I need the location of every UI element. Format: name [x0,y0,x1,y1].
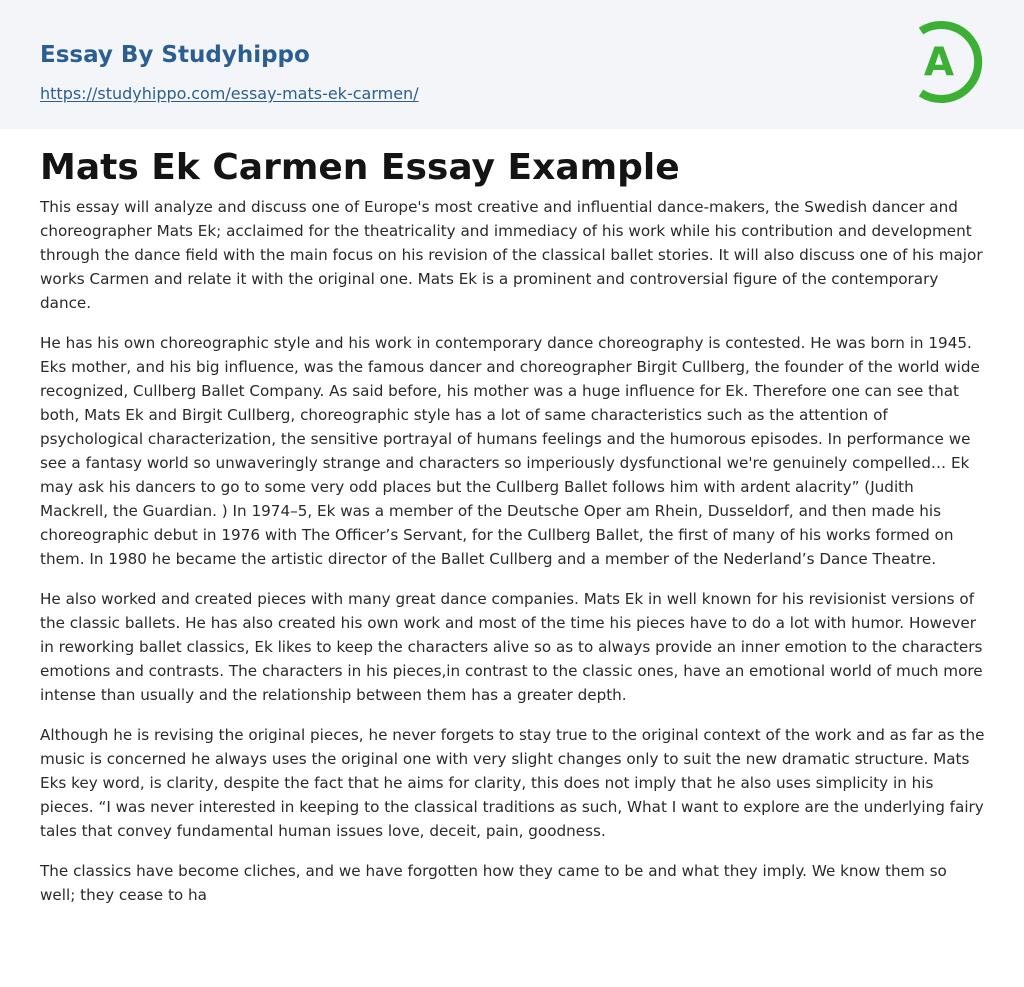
site-brand[interactable]: Essay By Studyhippo [40,42,310,68]
article-url-link[interactable]: https://studyhippo.com/essay-mats-ek-carmen/ [40,84,419,103]
paragraph: Although he is revising the original pieces, he never forgets to stay true to the original context of the work and as far as the music is concerned he always uses the original one with very slight changes only to suit the new dramatic structure. Mats Eks key word, is clarity, despite the fact that he aims for clarity, this does not imply that he also uses simplicity in his pieces. “I was never interested in keeping to the classical traditions as such, What I want to explore are the underlying fairy tales that convey fundamental human issues love, deceit, pain, goodness. [40,726,985,840]
article-title: Mats Ek Carmen Essay Example [40,147,680,188]
paragraph: He also worked and created pieces with many great dance companies. Mats Ek in well known for his revisionist versions of the classic ballets. He has also created his own work and most of the time his pieces have to do a lot with humor. However in reworking ballet classics, Ek likes to keep the characters alive so as to always provide an inner emotion to the characters emotions and contrasts. The characters in his pieces,in contrast to the classic ones, have an emotional world of much more intense than usually and the relationship between them has a greater depth. [40,590,983,704]
site-header [0,0,1024,129]
article-body [40,195,986,923]
svg-text:A: A [923,40,955,85]
paragraph: This essay will analyze and discuss one of Europe's most creative and influential dance-makers, the Swedish dancer and choreographer Mats Ek; acclaimed for the theatricality and immediacy of his work while his contribution and development through the dance field with the main focus on his revision of the classical ballet stories. It will also discuss one of his major works Carmen and relate it with the original one. Mats Ek is a prominent and controversial figure of the contemporary dance. [40,198,983,312]
studyhippo-logo-icon[interactable] [909,18,989,106]
paragraph: The classics have become cliches, and we have forgotten how they came to be and what they imply. We know them so well; they cease to ha [40,862,947,904]
paragraph: He has his own choreographic style and his work in contemporary dance choreography is contested. He was born in 1945. Eks mother, and his big influence, was the famous dancer and choreographer Birgit Cullberg, the founder of the world wide recognized, Cullberg Ballet Company. As said before, his mother was a huge influence for Ek. Therefore one can see that both, Mats Ek and Birgit Cullberg, choreographic style has a lot of same characteristics such as the attention of psychological characterization, the sensitive portrayal of humans feelings and the humorous episodes. In performance we see a fantasy world so unwaveringly strange and characters so imperiously dysfunctional we're genuinely compelled… Ek may ask his dancers to go to some very odd places but the Cullberg Ballet follows him with ardent alacrity” (Judith Mackrell, the Guardian. ) In 1974–5, Ek was a member of the Deutsche Oper am Rhein, Dusseldorf, and then made his choreographic debut in 1976 with The Officer’s Servant, for the Cullberg Ballet, the first of many of his works formed on them. In 1980 he became the artistic director of the Ballet Cullberg and a member of the Nederland’s Dance Theatre. [40,334,980,568]
